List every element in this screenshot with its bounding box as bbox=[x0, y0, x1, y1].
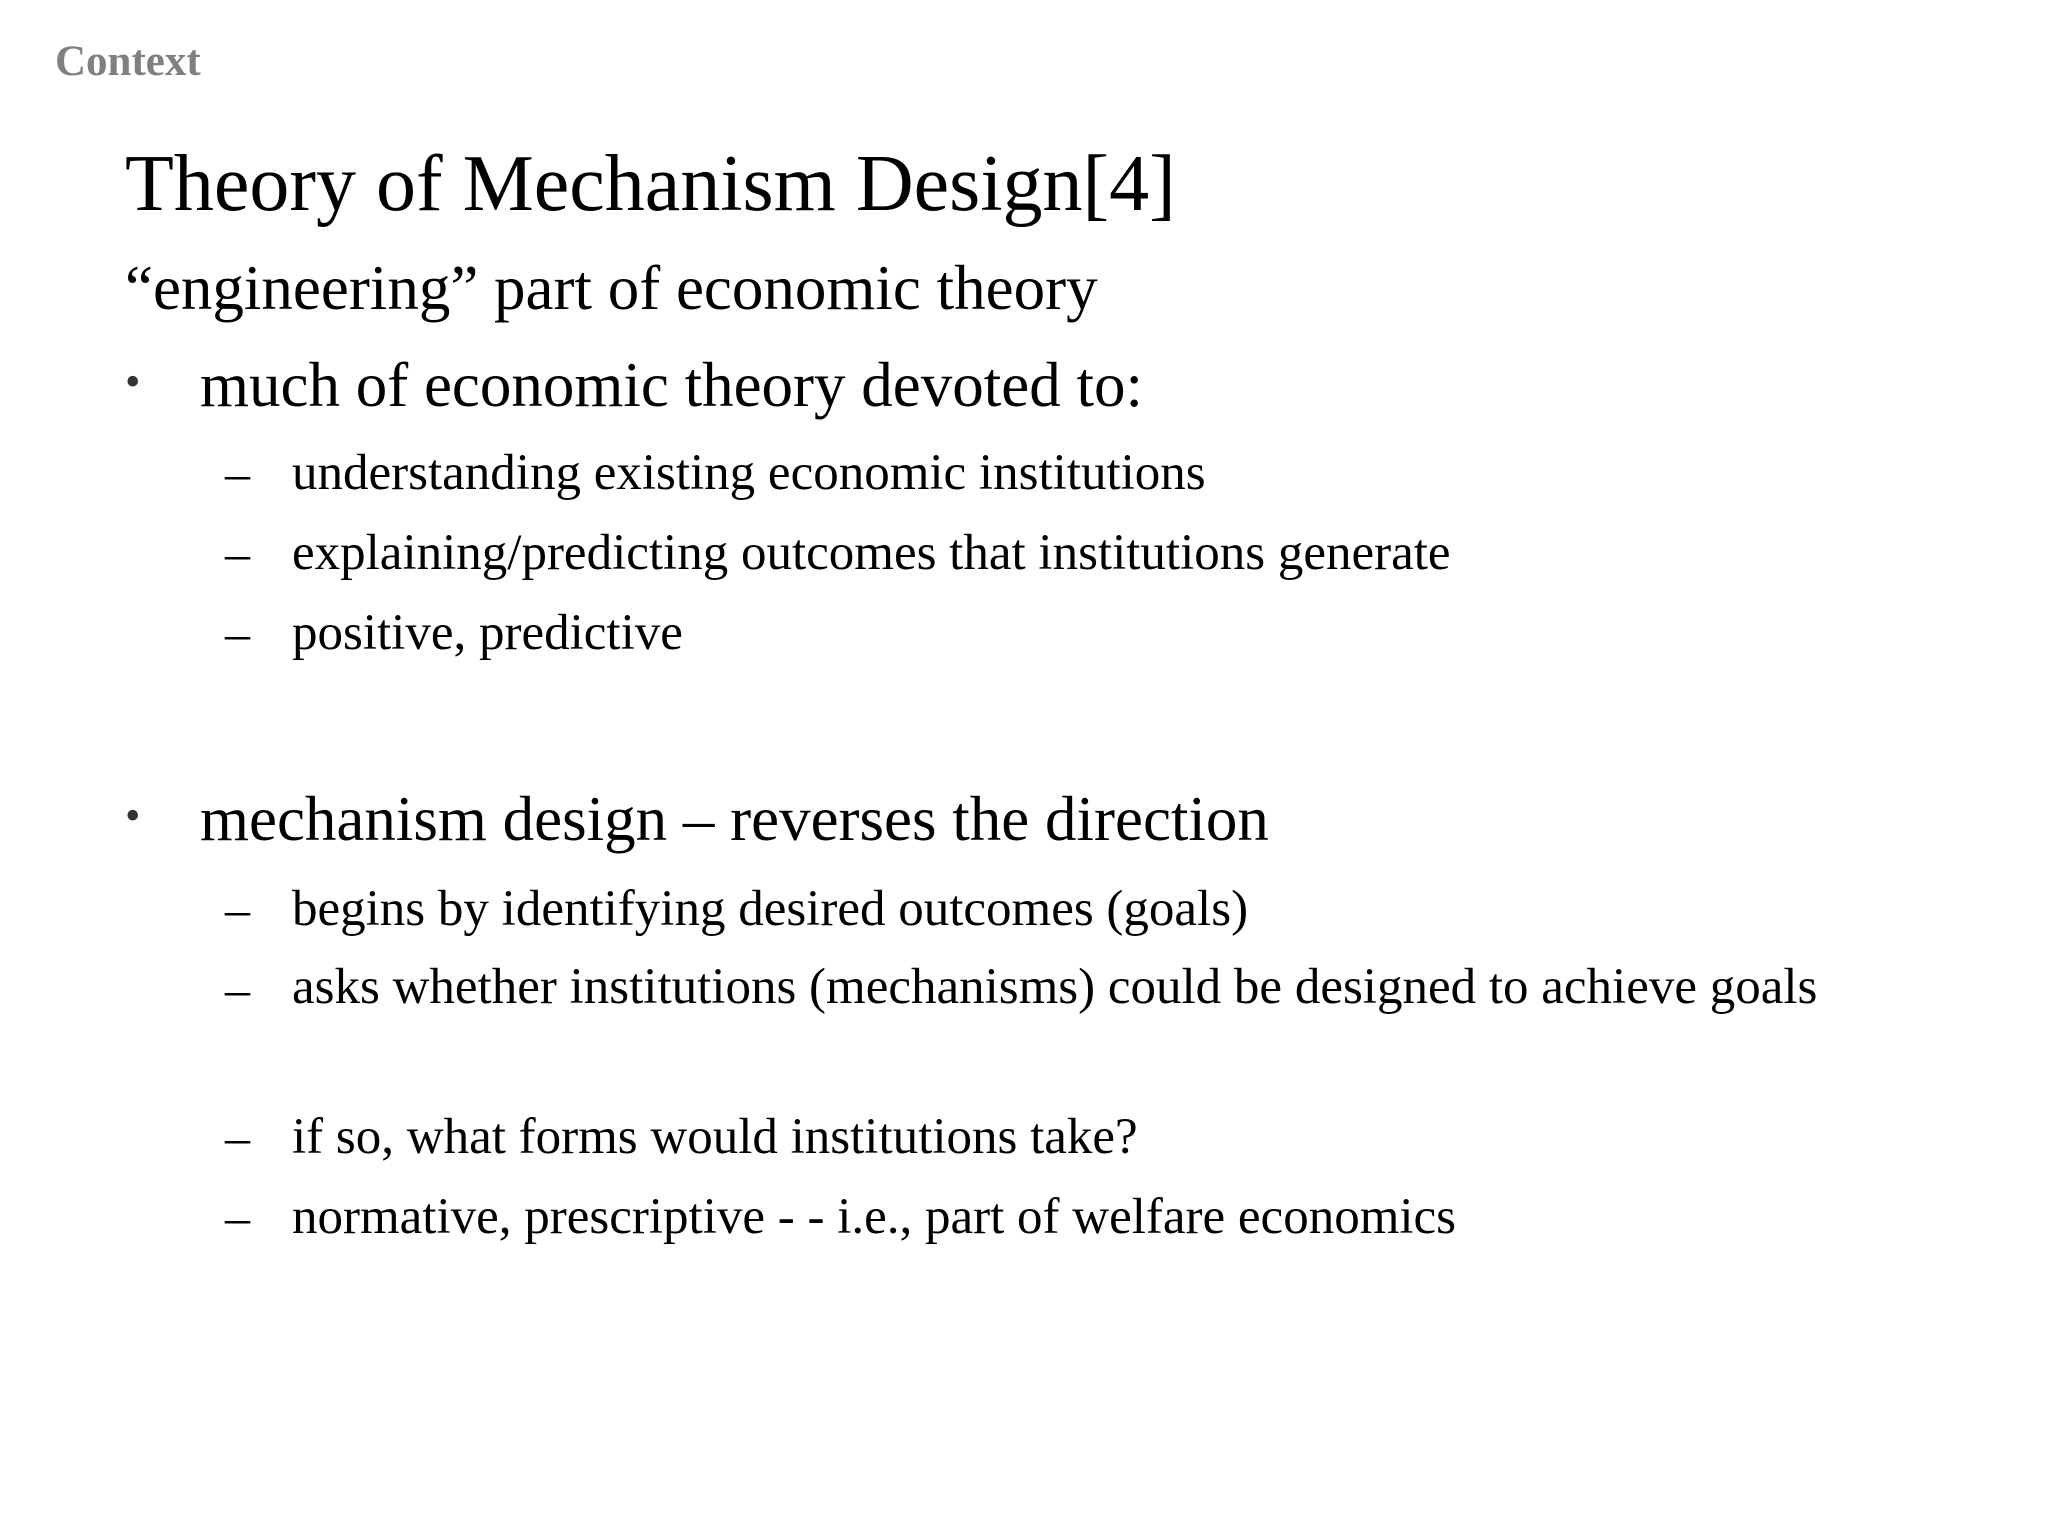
bullet-item: much of economic theory devoted to: bbox=[200, 350, 1143, 420]
bullet-item: mechanism design – reverses the direction bbox=[200, 784, 1269, 854]
sub-item: begins by identifying desired outcomes (goals) bbox=[292, 881, 1249, 937]
bullet-marker: • bbox=[125, 791, 141, 840]
sub-item: normative, prescriptive - - i.e., part of welfare economics bbox=[292, 1189, 1457, 1245]
dash-marker: – bbox=[225, 445, 250, 501]
slide-subtitle: “engineering” part of economic theory bbox=[125, 253, 1098, 323]
dash-marker: – bbox=[225, 605, 250, 661]
sub-item: explaining/predicting outcomes that institutions generate bbox=[292, 525, 1451, 581]
dash-marker: – bbox=[225, 1189, 250, 1245]
dash-marker: – bbox=[225, 525, 250, 581]
sub-item: positive, predictive bbox=[292, 605, 683, 661]
dash-marker: – bbox=[225, 1109, 250, 1165]
sub-item: asks whether institutions (mechanisms) could be designed to achieve goals bbox=[292, 959, 1818, 1015]
sub-item: if so, what forms would institutions take? bbox=[292, 1109, 1138, 1165]
bullet-marker: • bbox=[125, 357, 141, 406]
sub-item: understanding existing economic institutions bbox=[292, 445, 1206, 501]
section-label: Context bbox=[55, 38, 201, 85]
slide-title: Theory of Mechanism Design[4] bbox=[125, 140, 1176, 228]
dash-marker: – bbox=[225, 881, 250, 937]
dash-marker: – bbox=[225, 961, 250, 1017]
